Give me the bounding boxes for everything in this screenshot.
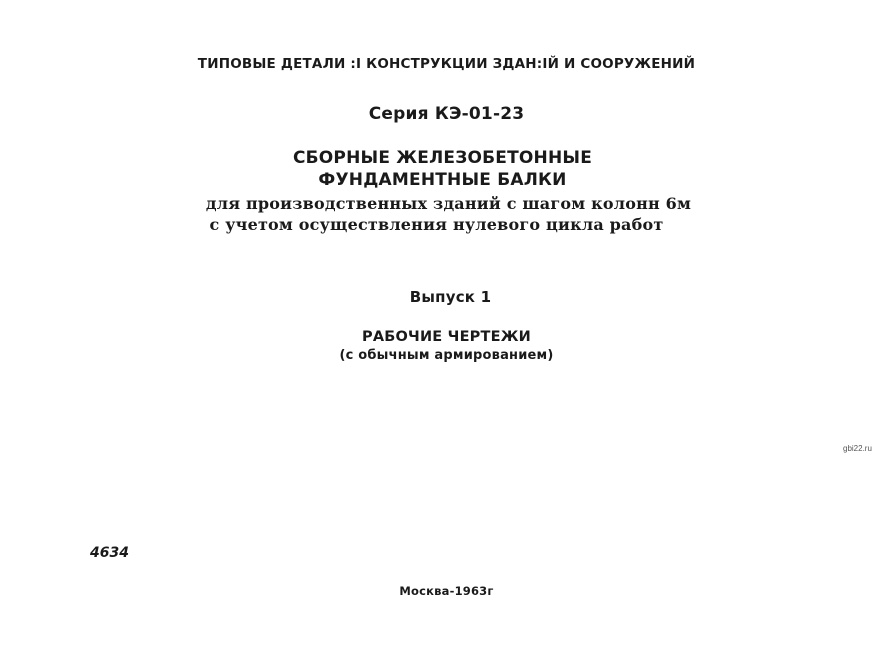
document-number: 4634 [90,545,129,561]
series-title: Серия КЭ-01-23 [368,104,525,124]
place-and-year: Москва-1963г [399,584,494,598]
drawings-title: РАБОЧИЕ ЧЕРТЕЖИ [362,329,531,345]
main-title-line-2: ФУНДАМЕНТНЫЕ БАЛКИ [318,170,567,190]
main-title-line-1: СБОРНЫЕ ЖЕЛЕЗОБЕТОННЫЕ [292,148,593,168]
drawings-subtitle: (с обычным армированием) [339,348,554,363]
purpose-line-2: с учетом осуществления нулевого цикла работ [209,215,664,234]
purpose-line-1: для производственных зданий с шагом колонн 6м [205,194,692,213]
organization-header: ТИПОВЫЕ ДЕТАЛИ :І КОНСТРУКЦИИ ЗДАН:ІЙ И СООРУЖЕНИЙ [197,56,696,72]
issue-number: Выпуск 1 [409,288,492,306]
watermark-text: gbi22.ru [843,444,872,453]
